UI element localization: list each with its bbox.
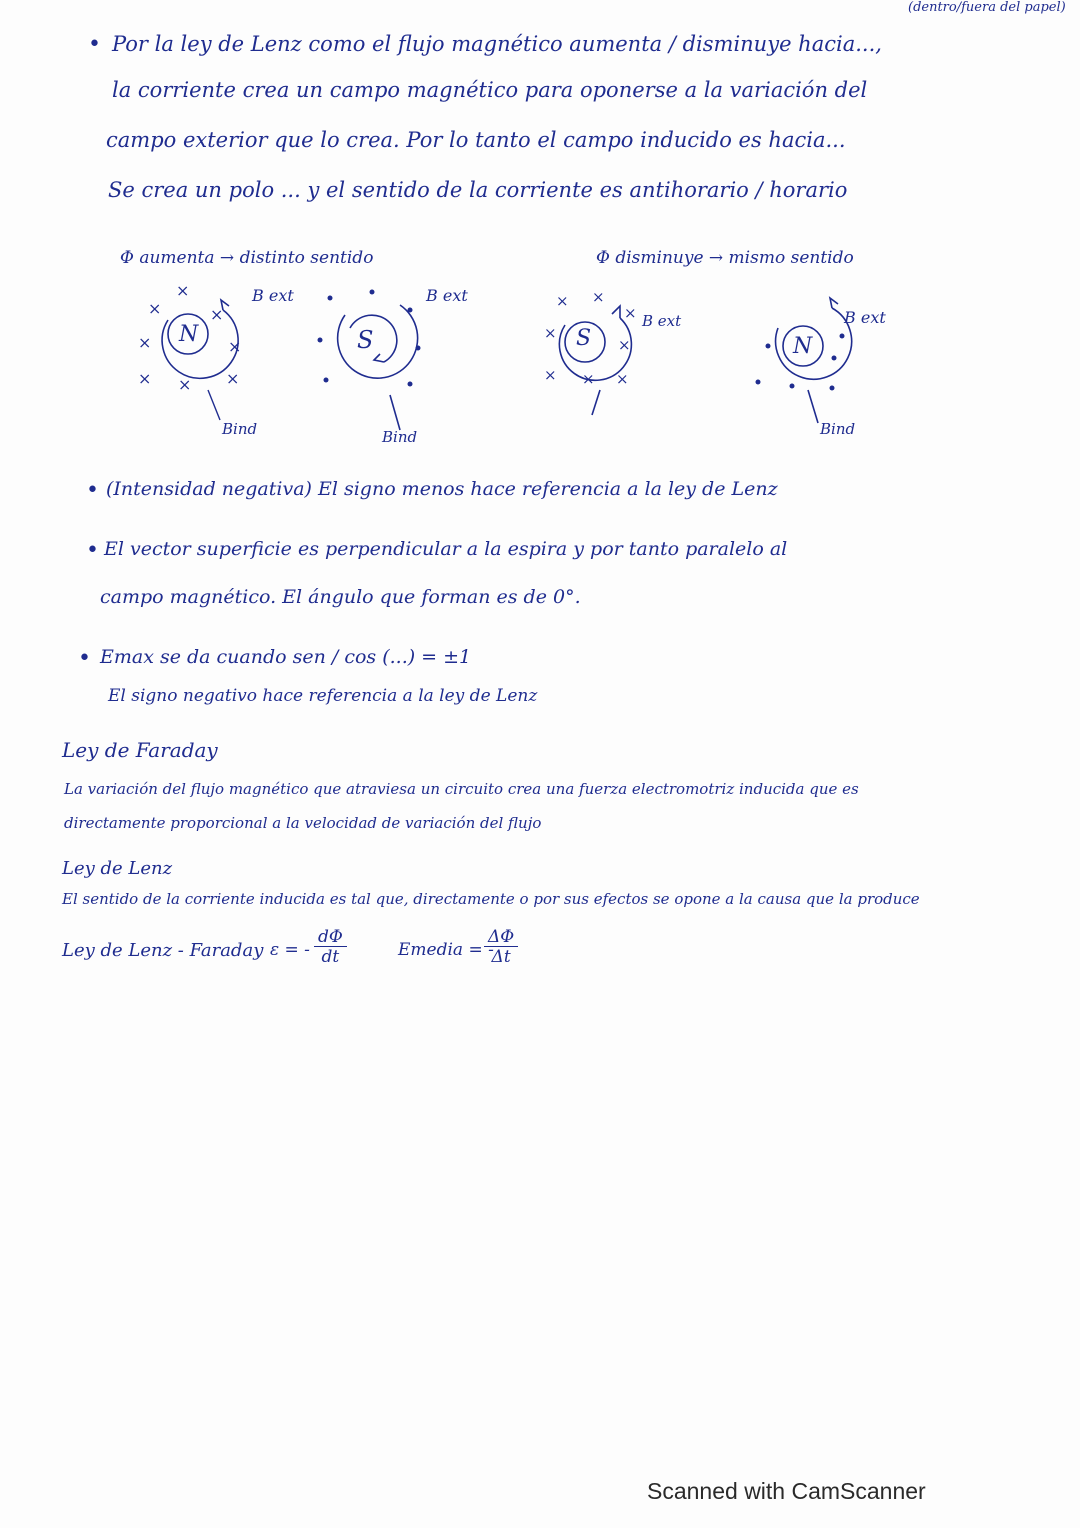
bullet-2-line2: campo magnético. El ángulo que forman es de 0°. xyxy=(100,586,581,608)
b-ind-label-4: Bind xyxy=(820,420,856,438)
paragraph1-line2: la corriente crea un campo magnético para oponerse a la variación del xyxy=(112,78,868,102)
svg-text:×: × xyxy=(544,324,557,342)
b-ext-label-2: B ext xyxy=(426,286,468,305)
svg-text:×: × xyxy=(544,366,557,384)
b-ext-label-1: B ext xyxy=(252,286,294,305)
lenz-title: Ley de Lenz xyxy=(62,858,173,879)
paragraph1-line4: Se crea un polo ... y el sentido de la corriente es antihorario / horario xyxy=(108,178,848,202)
svg-text:×: × xyxy=(556,292,569,310)
bullet-1-text: (Intensidad negativa) El signo menos hace referencia a la ley de Lenz xyxy=(106,478,778,500)
svg-text:×: × xyxy=(210,305,224,324)
header-note: (dentro/fuera del papel) xyxy=(908,0,1066,15)
equation-1-fraction xyxy=(314,928,347,967)
camscanner-footer: Scanned with CamScanner xyxy=(647,1478,926,1504)
pole-s-1: S xyxy=(357,326,374,354)
equation-1-numerator: dΦ xyxy=(314,928,347,947)
bullet-dot: • xyxy=(88,32,101,57)
svg-text:×: × xyxy=(582,370,595,388)
svg-text:×: × xyxy=(178,375,192,394)
paragraph1-line1: Por la ley de Lenz como el flujo magnético aumenta / disminuye hacia..., xyxy=(112,32,882,56)
equation-2-numerator: ΔΦ xyxy=(484,928,518,947)
equation-1-denominator: dt xyxy=(321,947,340,967)
bullet-2-line1: El vector superficie es perpendicular a la espira y por tanto paralelo al xyxy=(104,538,788,560)
lenz-line1: El sentido de la corriente inducida es tal que, directamente o por sus efectos se opone a la causa que la produce xyxy=(62,890,920,908)
equation-1-lhs: ε = - xyxy=(270,940,310,960)
bullet-dot: • xyxy=(78,646,91,671)
svg-text:×: × xyxy=(226,369,240,388)
svg-text:×: × xyxy=(592,288,605,306)
equation-2-lhs: Emedia = - xyxy=(398,940,494,960)
svg-text:×: × xyxy=(618,336,631,354)
diagram-left-title: Φ aumenta → distinto sentido xyxy=(120,248,374,268)
faraday-line2: directamente proporcional a la velocidad de variación del flujo xyxy=(64,814,542,832)
diagram-s-decrease xyxy=(530,280,690,430)
pole-s-2: S xyxy=(576,326,592,351)
svg-text:×: × xyxy=(624,304,637,322)
bullet-dot: • xyxy=(86,538,99,563)
equation-2-fraction xyxy=(484,928,518,967)
pole-n-2: N xyxy=(793,334,813,359)
svg-text:×: × xyxy=(616,370,629,388)
faraday-line1: La variación del flujo magnético que atraviesa un circuito crea una fuerza electromotriz inducida que es xyxy=(64,780,859,798)
paragraph1-line3: campo exterior que lo crea. Por lo tanto el campo inducido es hacia... xyxy=(106,128,846,152)
svg-text:×: × xyxy=(176,281,190,300)
svg-text:×: × xyxy=(148,299,162,318)
b-ext-label-3: B ext xyxy=(642,312,682,330)
svg-text:×: × xyxy=(138,369,152,388)
bullet-dot: • xyxy=(86,478,99,503)
faraday-title: Ley de Faraday xyxy=(62,738,218,762)
svg-text:×: × xyxy=(228,337,242,356)
diagram-right-title: Φ disminuye → mismo sentido xyxy=(596,248,854,268)
svg-text:×: × xyxy=(138,333,152,352)
bullet-3-text: Emax se da cuando sen / cos (...) = ±1 xyxy=(100,646,472,668)
equation-2-denominator: Δt xyxy=(491,947,511,967)
bullet-3-sub: El signo negativo hace referencia a la ley de Lenz xyxy=(108,686,538,706)
pole-n-1: N xyxy=(179,322,199,347)
b-ext-label-4: B ext xyxy=(844,308,886,327)
diagram-n-decrease xyxy=(748,278,908,438)
b-ind-label-2: Bind xyxy=(382,428,418,446)
b-ind-label-1: Bind xyxy=(222,420,258,438)
lenz-faraday-label: Ley de Lenz - Faraday xyxy=(62,940,264,961)
